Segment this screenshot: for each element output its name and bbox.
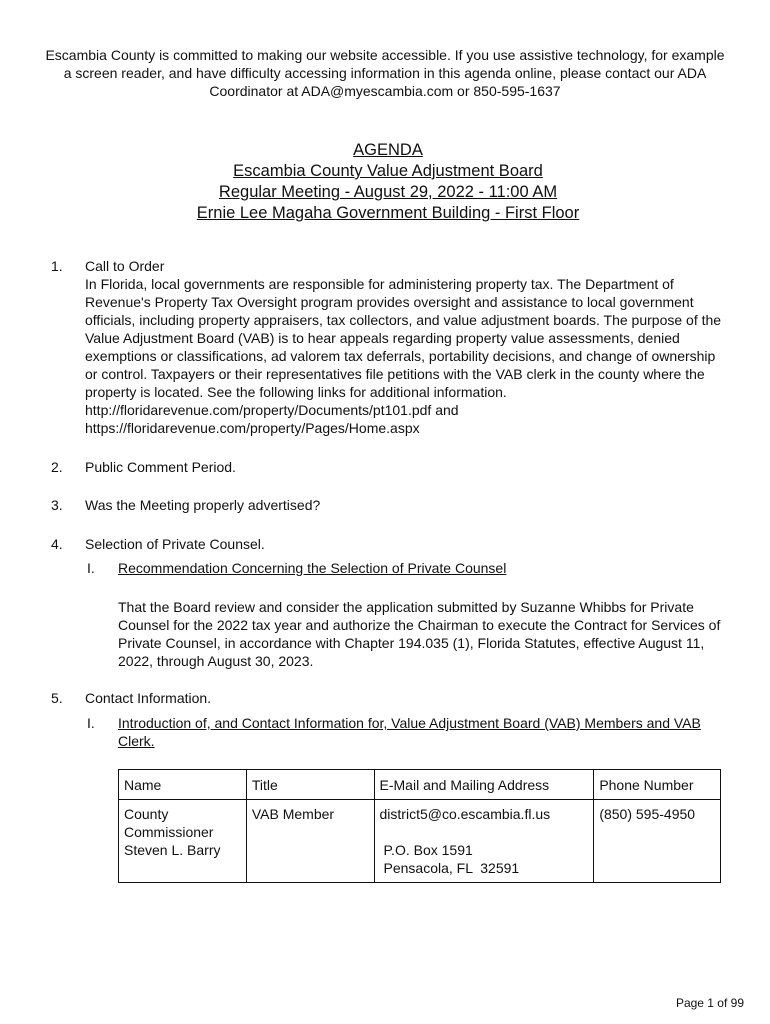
contacts-table	[118, 769, 721, 883]
member-email: district5@co.escambia.fl.us	[379, 806, 551, 822]
page-number: Page 1 of 99	[675, 996, 744, 1010]
cell-phone: (850) 595-4950	[594, 800, 721, 883]
subitem-title: Introduction of, and Contact Information for, Value Adjustment Board (VAB) Members and VAB Clerk.	[118, 715, 701, 749]
agenda-item-2	[51, 458, 731, 476]
item-number: 3.	[51, 497, 63, 513]
header-phone: Phone Number	[594, 770, 721, 800]
agenda-item-1	[51, 257, 731, 437]
agenda-heading: AGENDA	[353, 141, 423, 159]
member-city: Pensacola, FL 32591	[383, 860, 520, 876]
cell-title: VAB Member	[246, 800, 374, 883]
agenda-subitem-5-1	[85, 714, 725, 750]
subitem-numeral: I.	[87, 715, 95, 731]
agenda-item-4	[51, 535, 731, 553]
table-header-row	[119, 770, 721, 800]
cell-email-address	[374, 800, 594, 883]
item-title: Was the Meeting properly advertised?	[85, 497, 321, 513]
member-po-box: P.O. Box 1591	[383, 842, 473, 858]
item-number: 2.	[51, 459, 63, 475]
item-description: In Florida, local governments are responsible for administering property tax. The Department of Revenue's Property Tax Oversight program provides oversight and assistance to local government officials, including property appraisers, tax collectors, and value adjustment boards. The purpose of the Value Adjustment Board (VAB) is to hear appeals regarding property value assessments, denied exemptions or classifications, ad valorem tax deferrals, portability decisions, and change of ownership or control. Taxpayers or their representatives file petitions with the VAB clerk in the county where the property is located. See the following links for additional information. http://floridarevenue.com/property/Documents/pt101.pdf and https://floridarevenue.com/property/Pages/Home.aspx	[85, 276, 722, 436]
subitem-recommendation-text: That the Board review and consider the application submitted by Suzanne Whibbs for Private Counsel for the 2022 tax year and authorize the Chairman to execute the Contract for Services of Private Counsel, in accordance with Chapter 194.035 (1), Florida Statutes, effective August 11, 2022, through August 30, 2023.	[118, 599, 721, 669]
ada-notice: Escambia County is committed to making our website accessible. If you use assistive technology, for example a screen reader, and have difficulty accessing information in this agenda online, please contact our ADA Coordinator at ADA@myescambia.com or 850-595-1637	[45, 47, 725, 99]
item-number: 5.	[51, 690, 63, 706]
table-row	[119, 800, 721, 883]
subitem-numeral: I.	[87, 560, 95, 576]
item-title: Call to Order	[85, 258, 165, 274]
header-title: Title	[246, 770, 374, 800]
meeting-datetime: Regular Meeting - August 29, 2022 - 11:00 AM	[218, 183, 558, 201]
item-title: Selection of Private Counsel.	[85, 536, 265, 552]
board-name: Escambia County Value Adjustment Board	[233, 162, 543, 180]
header-name: Name	[119, 770, 247, 800]
agenda-subitem-4-1	[85, 559, 725, 577]
subitem-title: Recommendation Concerning the Selection of Private Counsel	[118, 560, 507, 576]
agenda-item-3	[51, 496, 731, 514]
meeting-location: Ernie Lee Magaha Government Building - First Floor	[196, 204, 580, 222]
item-title: Contact Information.	[85, 690, 212, 706]
item-title: Public Comment Period.	[85, 459, 236, 475]
agenda-title-block	[40, 140, 736, 224]
agenda-item-5	[51, 689, 731, 707]
item-number: 1.	[51, 258, 63, 274]
cell-name: County Commissioner Steven L. Barry	[119, 800, 247, 883]
header-email-address: E-Mail and Mailing Address	[374, 770, 594, 800]
item-number: 4.	[51, 536, 63, 552]
